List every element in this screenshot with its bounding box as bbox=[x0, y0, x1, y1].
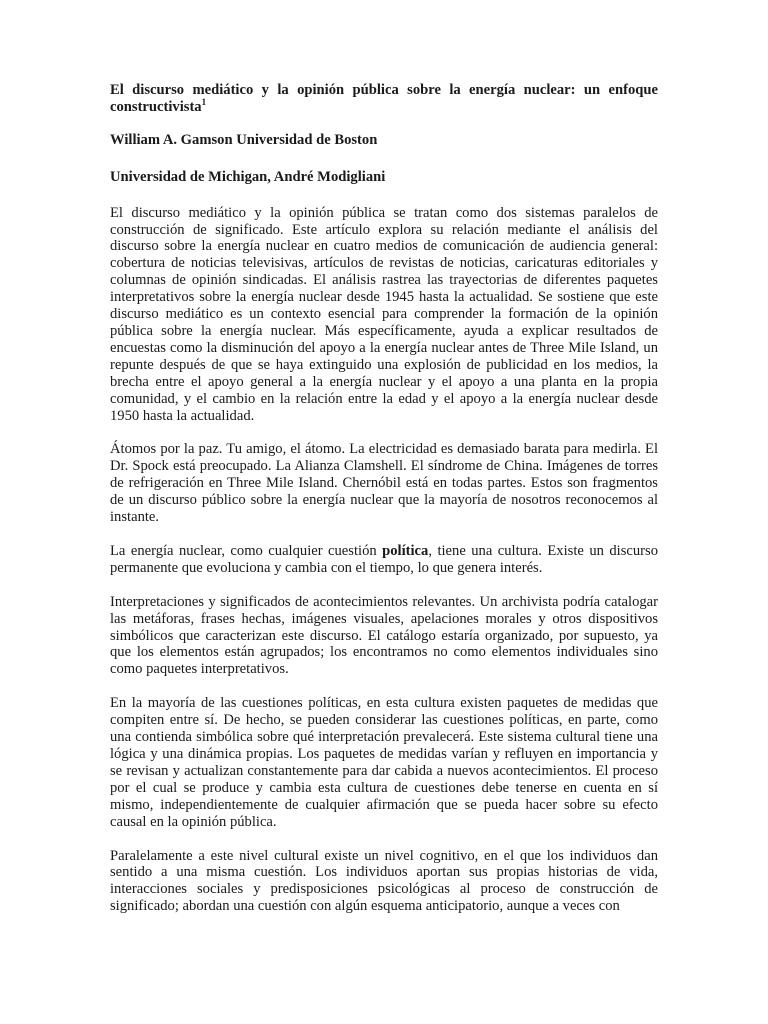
document-page bbox=[110, 82, 658, 932]
culture-paragraph-end: , tiene una cultura. Existe un discurso permanente que evoluciona y cambia con el tiempo, lo que genera interés. bbox=[110, 542, 658, 576]
author-line-modigliani: Universidad de Michigan, André Modigliani bbox=[110, 168, 386, 185]
intro-paragraph: Átomos por la paz. Tu amigo, el átomo. La electricidad es demasiado barata para medirla. El Dr. Spock está preocupado. La Alianza Clamshell. El síndrome de China. Imágenes de torres de refrigeración en Three Mile Island. Chernóbil está en todas partes. Estos son fragmentos de un discurso público sobre la energía nuclear que la mayoría de nosotros reconocemos al instante. bbox=[110, 441, 658, 526]
interpretations-paragraph: Interpretaciones y significados de acontecimientos relevantes. Un archivista podría catalogar las metáforas, frases hechas, imágenes visuales, apelaciones morales y otros dispositivos simbólicos que caracterizan este discurso. El catálogo estaría organizado, por supuesto, ya que los elementos están agrupados; los encontramos no como elementos individuales sino como paquetes interpretativos. bbox=[110, 593, 658, 678]
title-text: El discurso mediático y la opinión pública sobre la energía nuclear: un enfoque constructivista bbox=[110, 82, 658, 115]
author-line-gamson: William A. Gamson Universidad de Boston bbox=[110, 131, 378, 148]
title-footnote-marker: 1 bbox=[201, 97, 207, 108]
culture-paragraph bbox=[110, 543, 658, 577]
bold-word-politica: política bbox=[382, 542, 429, 559]
culture-paragraph-start: La energía nuclear, como cualquier cuestión bbox=[110, 542, 383, 559]
political-issues-paragraph: En la mayoría de las cuestiones políticas, en esta cultura existen paquetes de medidas que compiten entre sí. De hecho, se pueden considerar las cuestiones políticas, en parte, como una contienda simbólica sobre qué interpretación prevalecerá. Este sistema cultural tiene una lógica y una dinámica propias. Los paquetes de medidas varían y refluyen en importancia y se revisan y actualizan constantemente para dar cabida a nuevos acontecimientos. El proceso por el cual se produce y cambia esta cultura de cuestiones debe tenerse en cuenta en sí mismo, independientemente de cualquier afirmación que se pueda hacer sobre su efecto causal en la opinión pública. bbox=[110, 695, 658, 830]
document-title bbox=[110, 82, 658, 116]
abstract-paragraph: El discurso mediático y la opinión pública se tratan como dos sistemas paralelos de construcción de significado. Este artículo explora su relación mediante el análisis del discurso sobre la energía nuclear en cuatro medios de comunicación de audiencia general: cobertura de noticias televisivas, artículos de revistas de noticias, caricaturas editoriales y columnas de opinión sindicadas. El análisis rastrea las trayectorias de diferentes paquetes interpretativos sobre la energía nuclear desde 1945 hasta la actualidad. Se sostiene que este discurso mediático es un contexto esencial para comprender la formación de la opinión pública sobre la energía nuclear. Más específicamente, ayuda a explicar resultados de encuestas como la disminución del apoyo a la energía nuclear antes de Three Mile Island, un repunte después de que se haya extinguido una explosión de publicidad en los medios, la brecha entre el apoyo general a la energía nuclear y el apoyo a una planta en la propia comunidad, y el cambio en la relación entre la edad y el apoyo a la energía nuclear desde 1950 hasta la actualidad. bbox=[110, 204, 658, 424]
cognitive-level-paragraph: Paralelamente a este nivel cultural existe un nivel cognitivo, en el que los individuos dan sentido a una misma cuestión. Los individuos aportan sus propias historias de vida, interacciones sociales y predisposiciones psicológicas al proceso de construcción de significado; abordan una cuestión con algún esquema anticipatorio, aunque a veces con bbox=[110, 847, 658, 915]
